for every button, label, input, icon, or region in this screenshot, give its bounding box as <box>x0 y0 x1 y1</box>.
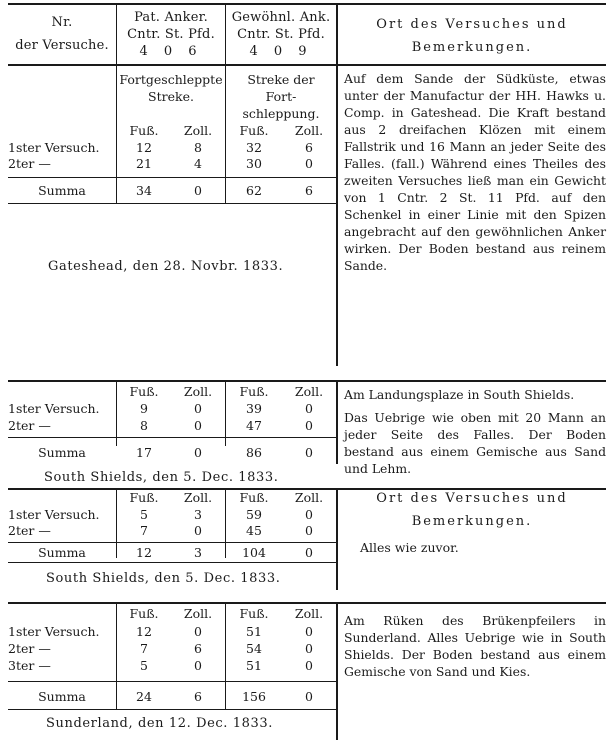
summa-bottom-rule <box>8 203 336 204</box>
remarks-title-line2: Bemerkungen. <box>411 514 533 529</box>
table-row-label: 2ter — <box>8 156 51 171</box>
header-patent-line2: Cntr. St. Pfd. <box>127 27 215 42</box>
table-cell: 32 <box>246 140 262 155</box>
unit-zoll: Zoll. <box>294 384 324 399</box>
remarks-paragraph: Auf dem Sande der Südküste, etwas unter der Manufactur der HH. Hawks u. Comp. in Gateshead. Die Kraft bestand aus 2 dreifachen Klözen mit einem Fallstrik und 16 Mann an jeder Seite des Falles. (fall.) Während eines Theiles des zweiten Versuches ließ man ein Gewicht von 1 Cntr. 2 St. 11 Pfd. auf den Schenkel in einer Linie mit den Spizen angebracht auf den gewöhnlichen Anker wirken. Der Boden bestand aus reinem Sande. <box>344 71 606 273</box>
summa-cell: 3 <box>194 545 202 560</box>
col-divider <box>336 3 338 66</box>
remarks-text <box>344 70 606 274</box>
table-cell: 51 <box>246 658 262 673</box>
table-cell: 45 <box>246 523 262 538</box>
table-cell: 59 <box>246 507 262 522</box>
table-cell: 54 <box>246 641 262 656</box>
summa-cell: 17 <box>136 445 152 460</box>
table-cell: 51 <box>246 624 262 639</box>
table-cell: 0 <box>194 658 202 673</box>
summa-label: Summa <box>38 183 86 198</box>
summa-cell: 0 <box>194 445 202 460</box>
table-cell: 30 <box>246 156 262 171</box>
unit-fuss: Fuß. <box>129 123 159 138</box>
header-common-line2: Cntr. St. Pfd. <box>237 27 325 42</box>
summa-cell: 24 <box>136 689 152 704</box>
header-nr-line2: der Versuche. <box>15 38 109 53</box>
table-cell: 5 <box>140 658 148 673</box>
unit-zoll: Zoll. <box>294 490 324 505</box>
remarks-paragraph: Das Uebrige wie oben mit 20 Mann an jeder Seite des Falles. Der Boden bestand aus einem Gemische aus Sand und Lehm. <box>344 410 606 476</box>
subheader-distance-line2: Fort- <box>265 89 297 104</box>
table-cell: 39 <box>246 401 262 416</box>
summa-cell: 0 <box>305 445 313 460</box>
unit-fuss: Fuß. <box>239 490 269 505</box>
header-place-line2: Bemerkungen. <box>411 40 533 55</box>
remarks-paragraph: Am Rüken des Brükenpfeilers in Sunderland. Alles Uebrige wie in South Shields. Der Boden bestand aus einem Gemische von Sand und Kies. <box>344 613 606 679</box>
section-top-rule <box>8 602 606 604</box>
table-cell: 0 <box>194 523 202 538</box>
summa-cell: 104 <box>242 545 266 560</box>
remarks-paragraph: Alles wie zuvor. <box>360 540 459 555</box>
header-patent-line3: 4 0 6 <box>139 44 203 59</box>
subheader-distance-line1: Streke der <box>247 72 315 87</box>
summa-cell: 6 <box>305 183 313 198</box>
table-cell: 8 <box>140 418 148 433</box>
header-nr-line1: Nr. <box>51 15 73 30</box>
subheader-distance-line3: schleppung. <box>242 106 320 121</box>
summa-rule <box>8 437 336 438</box>
unit-zoll: Zoll. <box>183 384 213 399</box>
summa-rule <box>8 681 336 682</box>
summa-label: Summa <box>38 445 86 460</box>
table-row-label: 1ster Versuch. <box>8 140 100 155</box>
place-date-signature: South Shields, den 5. Dec. 1833. <box>46 571 281 586</box>
table-cell: 7 <box>140 641 148 656</box>
col-divider <box>336 382 338 464</box>
place-date-signature: Gateshead, den 28. Novbr. 1833. <box>48 259 284 274</box>
unit-zoll: Zoll. <box>183 606 213 621</box>
unit-zoll: Zoll. <box>294 123 324 138</box>
table-cell: 6 <box>305 140 313 155</box>
table-cell: 5 <box>140 507 148 522</box>
table-cell: 0 <box>305 523 313 538</box>
col-divider <box>336 604 338 740</box>
summa-rule <box>8 177 336 178</box>
table-cell: 9 <box>140 401 148 416</box>
unit-zoll: Zoll. <box>183 123 213 138</box>
col-divider <box>336 66 338 366</box>
header-common-line3: 4 0 9 <box>249 44 313 59</box>
remarks-text <box>344 386 606 477</box>
summa-bottom-rule <box>8 709 336 710</box>
summa-label: Summa <box>38 545 86 560</box>
unit-fuss: Fuß. <box>239 606 269 621</box>
remarks-text <box>344 612 606 680</box>
table-row-label: 1ster Versuch. <box>8 624 100 639</box>
subheader-dragged-line1: Fortgeschleppte <box>119 72 223 87</box>
table-cell: 0 <box>305 507 313 522</box>
table-cell: 0 <box>194 418 202 433</box>
remarks-heading: Am Landungsplaze in South Shields. <box>344 387 575 402</box>
table-cell: 0 <box>194 401 202 416</box>
table-cell: 0 <box>305 156 313 171</box>
header-common-line1: Gewöhnl. Ank. <box>231 10 331 25</box>
header-patent-line1: Pat. Anker. <box>134 10 208 25</box>
table-cell: 12 <box>136 140 152 155</box>
section-top-rule <box>8 380 606 382</box>
table-cell: 0 <box>305 401 313 416</box>
header-place-line1: Ort des Versuches und <box>376 17 568 32</box>
summa-cell: 0 <box>194 183 202 198</box>
summa-cell: 12 <box>136 545 152 560</box>
summa-cell: 62 <box>246 183 262 198</box>
table-cell: 12 <box>136 624 152 639</box>
summa-rule <box>8 542 336 543</box>
table-cell: 0 <box>305 658 313 673</box>
unit-fuss: Fuß. <box>239 384 269 399</box>
table-row-label: 1ster Versuch. <box>8 507 100 522</box>
summa-cell: 0 <box>305 689 313 704</box>
unit-zoll: Zoll. <box>294 606 324 621</box>
table-cell: 0 <box>194 624 202 639</box>
top-rule <box>8 3 606 5</box>
table-cell: 0 <box>305 641 313 656</box>
summa-cell: 6 <box>194 689 202 704</box>
place-date-signature: South Shields, den 5. Dec. 1833. <box>44 470 279 485</box>
table-row-label: 2ter — <box>8 523 51 538</box>
table-row-label: 3ter — <box>8 658 51 673</box>
unit-zoll: Zoll. <box>183 490 213 505</box>
header-bottom-rule <box>8 64 606 66</box>
table-cell: 8 <box>194 140 202 155</box>
table-cell: 47 <box>246 418 262 433</box>
summa-cell: 156 <box>242 689 266 704</box>
table-row-label: 2ter — <box>8 641 51 656</box>
unit-fuss: Fuß. <box>239 123 269 138</box>
summa-bottom-rule <box>8 562 336 563</box>
table-cell: 0 <box>305 624 313 639</box>
summa-label: Summa <box>38 689 86 704</box>
table-row-label: 2ter — <box>8 418 51 433</box>
table-cell: 0 <box>305 418 313 433</box>
table-cell: 7 <box>140 523 148 538</box>
place-date-signature: Sunderland, den 12. Dec. 1833. <box>46 716 273 731</box>
table-cell: 4 <box>194 156 202 171</box>
summa-cell: 86 <box>246 445 262 460</box>
unit-fuss: Fuß. <box>129 490 159 505</box>
remarks-title-line1: Ort des Versuches und <box>376 491 568 506</box>
unit-fuss: Fuß. <box>129 606 159 621</box>
summa-cell: 34 <box>136 183 152 198</box>
table-row-label: 1ster Versuch. <box>8 401 100 416</box>
table-cell: 3 <box>194 507 202 522</box>
table-cell: 21 <box>136 156 152 171</box>
unit-fuss: Fuß. <box>129 384 159 399</box>
table-cell: 6 <box>194 641 202 656</box>
summa-cell: 0 <box>305 545 313 560</box>
subheader-dragged-line2: Streke. <box>148 89 194 104</box>
